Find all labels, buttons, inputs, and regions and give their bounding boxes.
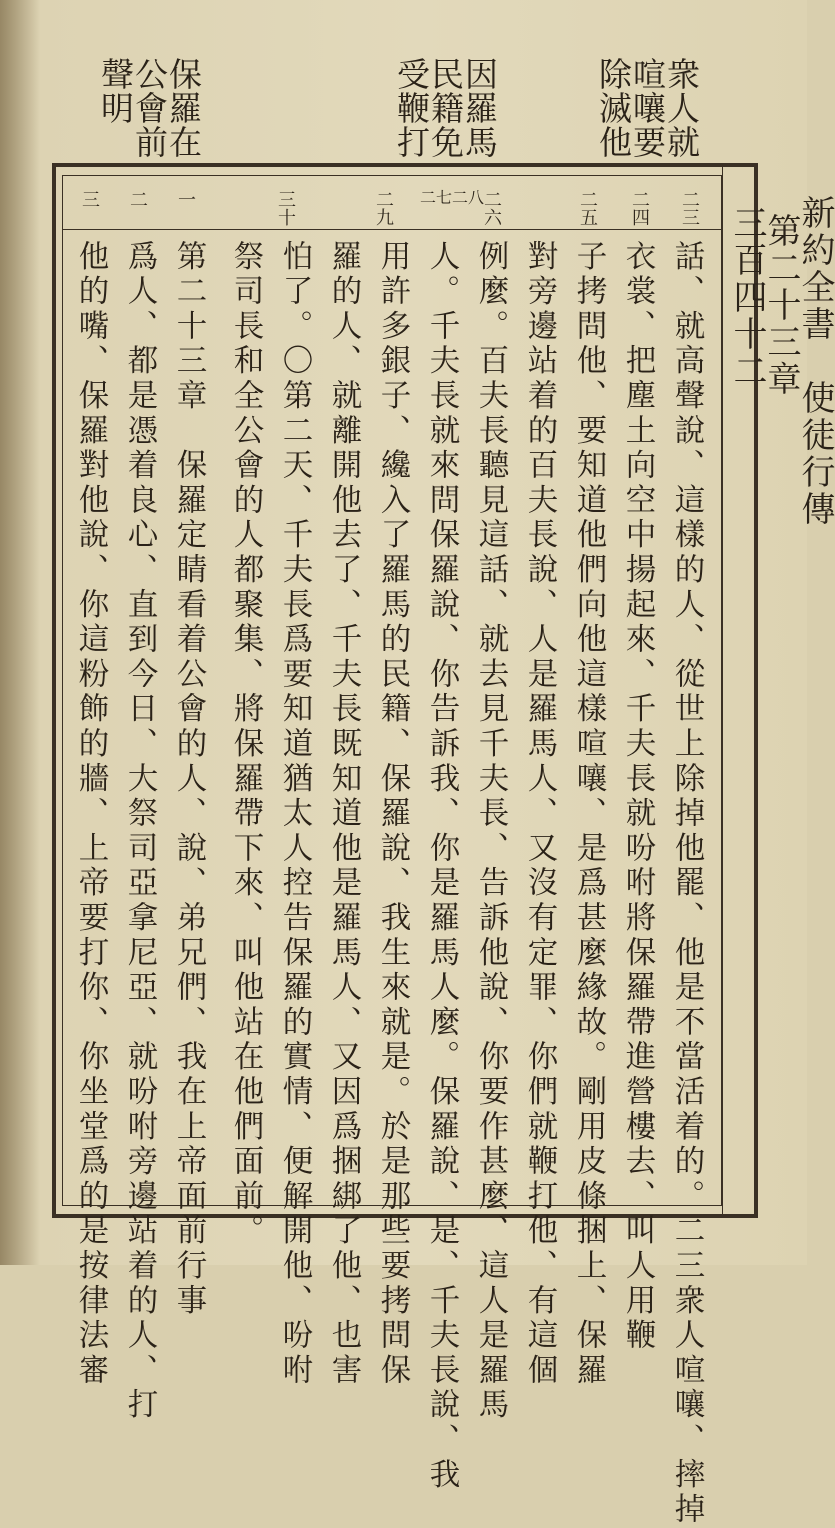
verse-number: 二七二八 [420,188,485,207]
text-column: 羅的人、就離開他去了、千夫長既知道他是羅馬人、又因爲捆綁了他、也害 [326,240,361,1389]
verse-number-rule [62,229,722,230]
gloss-line: 聲明 [96,57,135,125]
gloss-line: 除滅他 [594,57,633,159]
gloss-line: 喧嚷要 [628,57,667,159]
text-column: 用許多銀子、纔入了羅馬的民籍、保羅說、我生來就是。於是那些要拷問保 [375,240,410,1389]
running-head [727,195,835,528]
verse-number: 三 [79,190,100,208]
book-title: 新約全書 使徒行傳 [795,195,835,528]
gloss-line: 保羅在 [164,57,203,159]
gloss-line: 民籍免 [426,57,465,159]
text-column: 話、就高聲說、這樣的人、從世上除掉他罷、他是不當活着的。二三衆人喧嚷、摔掉 [669,240,704,1528]
running-head-divider [722,167,723,1214]
gloss-line: 公會前 [130,57,169,159]
text-column: 他的嘴、保羅對他說、你這粉飾的牆、上帝要打你、你坐堂爲的是按律法審 [73,240,108,1389]
verse-number: 二九 [373,190,394,226]
text-column: 祭司長和全公會的人都聚集、將保羅帶下來、叫他站在他們面前。 [228,240,263,1250]
page-number: 三百四十二 [727,205,767,390]
spine-shadow [0,0,40,1265]
verse-number: 一 [175,190,196,208]
chapter-label: 第二十三章 [761,213,801,398]
text-column: 爲人、都是憑着良心、直到今日、大祭司亞拿尼亞、就吩咐旁邊站着的人、打 [122,240,157,1424]
gloss-line: 受鞭打 [392,57,431,159]
verse-number: 二四 [629,190,650,226]
text-column: 怕了。〇第二天、千夫長爲要知道猶太人控告保羅的實情、便解開他、吩咐 [277,240,312,1389]
gloss-line: 因羅馬 [460,57,499,159]
text-column-chapter-start: 第二十三章 保羅定睛看着公會的人、說、弟兄們、我在上帝面前行事 [171,240,206,1319]
gloss-group-2 [392,57,499,159]
verse-number: 二五 [577,190,598,226]
verse-number: 三十 [275,190,296,226]
gloss-group-1 [594,57,701,159]
text-column: 對旁邊站着的百夫長說、人是羅馬人、又沒有定罪、你們就鞭打他、有這個 [522,240,557,1389]
gloss-line: 衆人就 [662,57,701,159]
verse-number: 二 [127,190,148,208]
text-column: 子拷問他、要知道他們向他這樣喧嚷、是爲甚麼緣故。剛用皮條捆上、保羅 [571,240,606,1389]
gloss-group-3 [96,57,203,159]
text-column: 例麼。百夫長聽見這話、就去見千夫長、告訴他說、你要作甚麼、這人是羅馬 [473,240,508,1424]
text-column: 衣裳、把塵土向空中揚起來、千夫長就吩咐將保羅帶進營樓去、叫人用鞭 [620,240,655,1354]
verse-number: 二三 [679,190,700,226]
text-column: 人。千夫長就來問保羅說、你告訴我、你是羅馬人麼。保羅說、是、千夫長說、我 [424,240,459,1493]
verse-number: 二六 [481,190,502,226]
